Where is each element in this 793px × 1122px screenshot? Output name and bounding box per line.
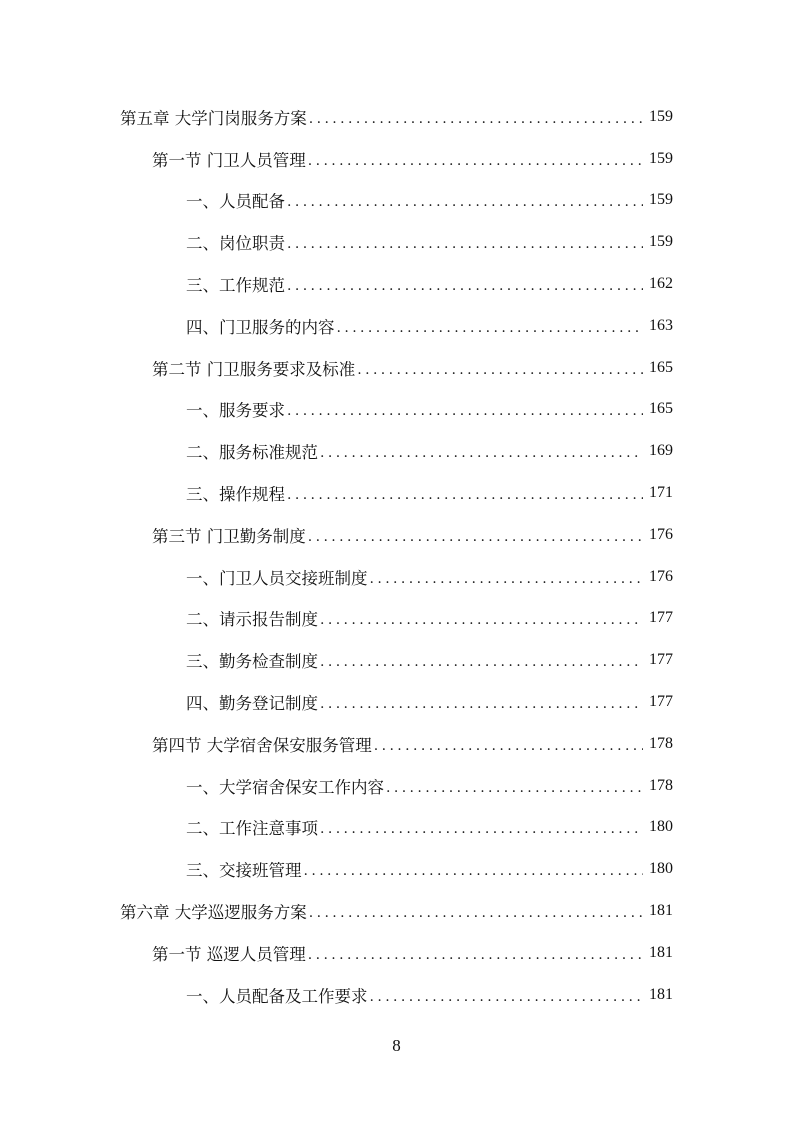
dot-leader [320, 442, 643, 460]
toc-entry-title: 一、大学宿舍保安工作内容 [186, 777, 384, 797]
toc-entry-title: 二、岗位职责 [186, 234, 285, 254]
toc-entry-page: 181 [649, 943, 673, 961]
toc-entry-title: 二、服务标准规范 [186, 443, 318, 463]
dot-leader [320, 818, 643, 836]
dot-leader [386, 777, 643, 795]
dot-leader [287, 233, 643, 251]
toc-entry-page: 159 [649, 107, 673, 125]
dot-leader [337, 317, 644, 335]
toc-entry-page: 180 [649, 818, 673, 836]
toc-entry-page: 159 [649, 233, 673, 251]
toc-entry-title: 第四节 大学宿舍保安服务管理 [152, 735, 372, 755]
toc-entry[interactable] [186, 681, 673, 723]
toc-entry-page: 177 [649, 693, 673, 711]
toc-entry-page: 176 [649, 525, 673, 543]
dot-leader [370, 986, 644, 1004]
toc-entry[interactable] [152, 514, 673, 556]
toc-entry-title: 第一节 巡逻人员管理 [152, 944, 306, 964]
toc-entry-title: 二、工作注意事项 [186, 819, 318, 839]
dot-leader [320, 609, 643, 627]
table-of-contents [0, 96, 793, 1016]
toc-entry-title: 二、请示报告制度 [186, 610, 318, 630]
toc-entry-page: 177 [649, 609, 673, 627]
toc-entry[interactable] [186, 556, 673, 598]
toc-entry[interactable] [186, 430, 673, 472]
toc-entry[interactable] [120, 96, 673, 138]
toc-entry-page: 162 [649, 275, 673, 293]
toc-entry-title: 三、工作规范 [186, 276, 285, 296]
toc-entry-page: 180 [649, 860, 673, 878]
dot-leader [320, 651, 643, 669]
toc-entry-title: 第六章 大学巡逻服务方案 [120, 903, 307, 923]
toc-entry-page: 178 [649, 776, 673, 794]
toc-entry-title: 第二节 门卫服务要求及标准 [152, 359, 356, 379]
toc-entry[interactable] [186, 974, 673, 1016]
toc-entry-title: 一、人员配备 [186, 192, 285, 212]
toc-entry-page: 178 [649, 734, 673, 752]
toc-entry-title: 四、勤务登记制度 [186, 694, 318, 714]
toc-entry-title: 三、交接班管理 [186, 861, 302, 881]
toc-entry[interactable] [186, 472, 673, 514]
page-number: 8 [392, 1036, 401, 1055]
toc-entry-title: 一、服务要求 [186, 401, 285, 421]
toc-entry[interactable] [186, 221, 673, 263]
toc-entry[interactable] [186, 848, 673, 890]
toc-entry-page: 159 [649, 191, 673, 209]
dot-leader [370, 568, 644, 586]
toc-entry-title: 三、操作规程 [186, 485, 285, 505]
toc-entry-title: 三、勤务检查制度 [186, 652, 318, 672]
toc-entry-page: 165 [649, 358, 673, 376]
toc-entry[interactable] [186, 389, 673, 431]
dot-leader [287, 484, 643, 502]
dot-leader [287, 275, 643, 293]
dot-leader [287, 191, 643, 209]
toc-entry[interactable] [152, 723, 673, 765]
dot-leader [309, 902, 643, 920]
toc-entry-title: 第五章 大学门岗服务方案 [120, 108, 307, 128]
dot-leader [320, 693, 643, 711]
dot-leader [304, 860, 644, 878]
toc-entry-page: 171 [649, 484, 673, 502]
toc-entry-page: 163 [649, 316, 673, 334]
toc-entry[interactable] [186, 305, 673, 347]
toc-entry[interactable] [186, 807, 673, 849]
toc-entry-title: 四、门卫服务的内容 [186, 317, 335, 337]
toc-entry-page: 181 [649, 985, 673, 1003]
dot-leader [309, 108, 643, 126]
dot-leader [308, 526, 643, 544]
dot-leader [308, 944, 643, 962]
toc-entry[interactable] [186, 598, 673, 640]
toc-entry[interactable] [186, 263, 673, 305]
toc-entry-title: 一、人员配备及工作要求 [186, 986, 368, 1006]
toc-entry[interactable] [152, 138, 673, 180]
dot-leader [308, 150, 643, 168]
toc-entry-page: 181 [649, 902, 673, 920]
toc-entry[interactable] [186, 765, 673, 807]
toc-entry-page: 159 [649, 149, 673, 167]
toc-entry-page: 169 [649, 442, 673, 460]
toc-entry-title: 第三节 门卫勤务制度 [152, 526, 306, 546]
toc-entry-page: 177 [649, 651, 673, 669]
dot-leader [374, 735, 643, 753]
toc-entry[interactable] [186, 180, 673, 222]
toc-entry[interactable] [120, 890, 673, 932]
toc-entry-page: 165 [649, 400, 673, 418]
toc-entry[interactable] [186, 639, 673, 681]
toc-entry-title: 一、门卫人员交接班制度 [186, 568, 368, 588]
toc-entry-page: 176 [649, 567, 673, 585]
toc-entry[interactable] [152, 347, 673, 389]
dot-leader [357, 359, 643, 377]
dot-leader [287, 400, 643, 418]
toc-entry-title: 第一节 门卫人员管理 [152, 150, 306, 170]
toc-entry[interactable] [152, 932, 673, 974]
